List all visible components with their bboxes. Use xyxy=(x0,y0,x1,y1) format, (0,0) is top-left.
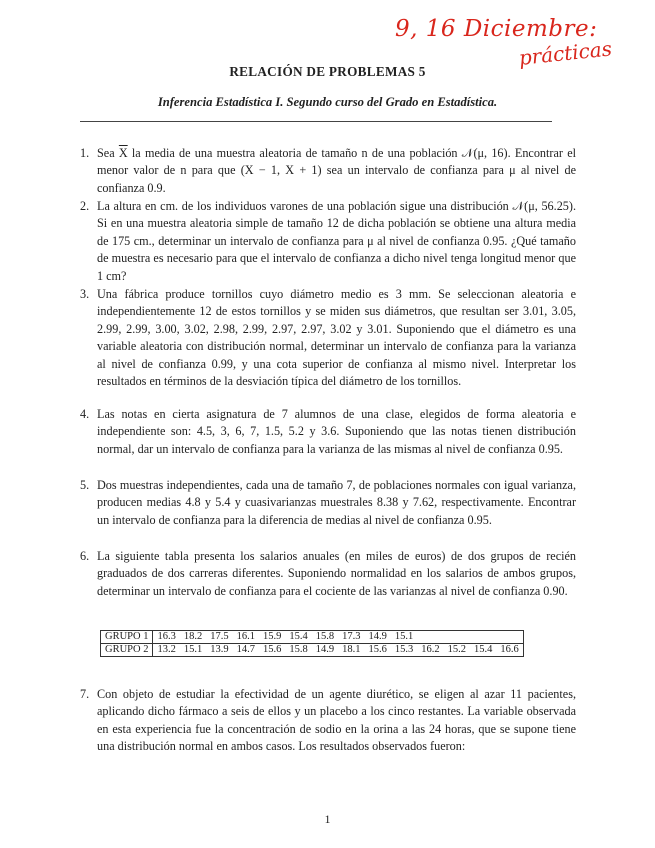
problem-1 xyxy=(80,145,576,197)
problem-number: 2. xyxy=(80,199,90,213)
table-cell-empty xyxy=(496,631,523,644)
table-cell: 16.2 xyxy=(417,644,443,657)
problem-number: 3. xyxy=(80,287,90,301)
table-cell: 16.1 xyxy=(233,631,259,644)
table-cell: 15.3 xyxy=(391,644,417,657)
table-cell: 15.8 xyxy=(285,644,311,657)
table-cell: 14.7 xyxy=(233,644,259,657)
problem-text: La altura en cm. de los individuos varones de una población sigue una distribución 𝒩(μ, 56.25). Si en una muestra aleatoria simple de tamaño 12 de dicha población se obtiene una altura media de 175 cm., determinar un intervalo de confianza para μ al nivel de confianza 0.95. ¿Qué tamaño de muestra es necesario para que el intervalo de confianza a dicho nivel tenga longitud menor que 1 cm? xyxy=(97,199,576,283)
table-cell-empty xyxy=(470,631,496,644)
table-cell: 13.2 xyxy=(153,644,180,657)
header-divider xyxy=(80,121,552,122)
table-cell-empty xyxy=(417,631,443,644)
problem-text-pre: Sea xyxy=(97,146,119,160)
problem-5 xyxy=(80,477,576,529)
document-title: RELACIÓN DE PROBLEMAS 5 xyxy=(229,64,426,79)
table-cell: 15.1 xyxy=(391,631,417,644)
handwritten-note-dates: 9, 16 Diciembre: xyxy=(395,16,598,42)
table-cell: 14.9 xyxy=(364,631,390,644)
problem-text: Las notas en cierta asignatura de 7 alumnos de una clase, elegidos de forma aleatoria e independiente son: 4.5, 3, 6, 7, 1.5, 5.2 y 3.6. Suponiendo que las notas tienen distribución normal, dar un intervalo de confianza para la varianza de las mismas al nivel de confianza 0.95. xyxy=(97,407,576,456)
mean-symbol: $\overline{X}$ xyxy=(118,146,128,160)
table-cell: 17.5 xyxy=(206,631,232,644)
table-cell: 16.6 xyxy=(496,644,523,657)
table-cell: 18.2 xyxy=(180,631,206,644)
table-cell: 15.6 xyxy=(364,644,390,657)
problem-2 xyxy=(80,198,576,285)
problem-6 xyxy=(80,548,576,600)
table-cell: 15.4 xyxy=(470,644,496,657)
problem-text: Con objeto de estudiar la efectividad de un agente diurético, se eligen al azar 11 pacientes, aplicando dicho fármaco a seis de ellos y un placebo a los cinco restantes. La variable observada en esta experiencia fue la concentración de sodio en la orina a las 24 horas, que se supone tiene una distribución normal en ambos casos. Los resultados observados fueron: xyxy=(97,687,576,754)
table-cell: 15.8 xyxy=(312,631,338,644)
problem-4 xyxy=(80,406,576,458)
table-cell: 14.9 xyxy=(312,644,338,657)
problem-number: 5. xyxy=(80,478,90,492)
table-cell: 16.3 xyxy=(153,631,180,644)
row-label: GRUPO 2 xyxy=(101,644,153,657)
problem-text: la media de una muestra aleatoria de tamaño n de una población 𝒩(μ, 16). Encontrar el menor valor de n para que (X − 1, X + 1) sea un intervalo de confianza para μ al nivel de confianza 0.9. xyxy=(97,146,576,195)
page-number: 1 xyxy=(324,812,331,826)
salary-table xyxy=(100,630,524,657)
document-subtitle: Inferencia Estadística I. Segundo curso del Grado en Estadística. xyxy=(157,95,498,109)
problem-text: Dos muestras independientes, cada una de tamaño 7, de poblaciones normales con igual varianza, producen medias 4.8 y 5.4 y cuasivarianzas muestrales 8.38 y 7.62, respectivamente. Encontrar un intervalo de confianza para la diferencia de medias al nivel de confianza 0.95. xyxy=(97,478,576,527)
handwritten-note-practicas: prácticas xyxy=(517,36,614,70)
table-cell: 15.2 xyxy=(444,644,470,657)
table-cell: 15.9 xyxy=(259,631,285,644)
table-row-grupo-1 xyxy=(101,631,524,644)
table-cell: 17.3 xyxy=(338,631,364,644)
problem-number: 1. xyxy=(80,146,90,160)
problem-text: Una fábrica produce tornillos cuyo diámetro medio es 3 mm. Se seleccionan aleatoria e independientemente 12 de estos tornillos y se miden sus diámetros, que resultan ser 3.01, 3.05, 2.99, 2.99, 3.00, 3.02, 2.98, 2.99, 2.97, 2.97, 3.02 y 3.01. Suponiendo que el diámetro es una variable aleatoria con distribución normal, determinar un intervalo de confianza para la varianza al nivel de confianza 0.99, y una cota superior de confianza al mismo nivel. Interpretar los resultados en términos de la desviación típica del diámetro de los tornillos. xyxy=(97,287,576,389)
table-cell: 18.1 xyxy=(338,644,364,657)
table-cell-empty xyxy=(444,631,470,644)
problem-number: 7. xyxy=(80,687,90,701)
problem-text: La siguiente tabla presenta los salarios anuales (en miles de euros) de dos grupos de recién graduados de dos carreras diferentes. Suponiendo normalidad en los salarios de ambos grupos, determinar un intervalo de confianza para el cociente de las varianzas al nivel de confianza 0.90. xyxy=(97,549,576,598)
problem-3 xyxy=(80,286,576,390)
table-cell: 15.6 xyxy=(259,644,285,657)
table-row-grupo-2 xyxy=(101,644,524,657)
problem-number: 4. xyxy=(80,407,90,421)
table-cell: 13.9 xyxy=(206,644,232,657)
row-label: GRUPO 1 xyxy=(101,631,153,644)
table-cell: 15.1 xyxy=(180,644,206,657)
problem-number: 6. xyxy=(80,549,90,563)
problem-7 xyxy=(80,686,576,756)
table-cell: 15.4 xyxy=(285,631,311,644)
